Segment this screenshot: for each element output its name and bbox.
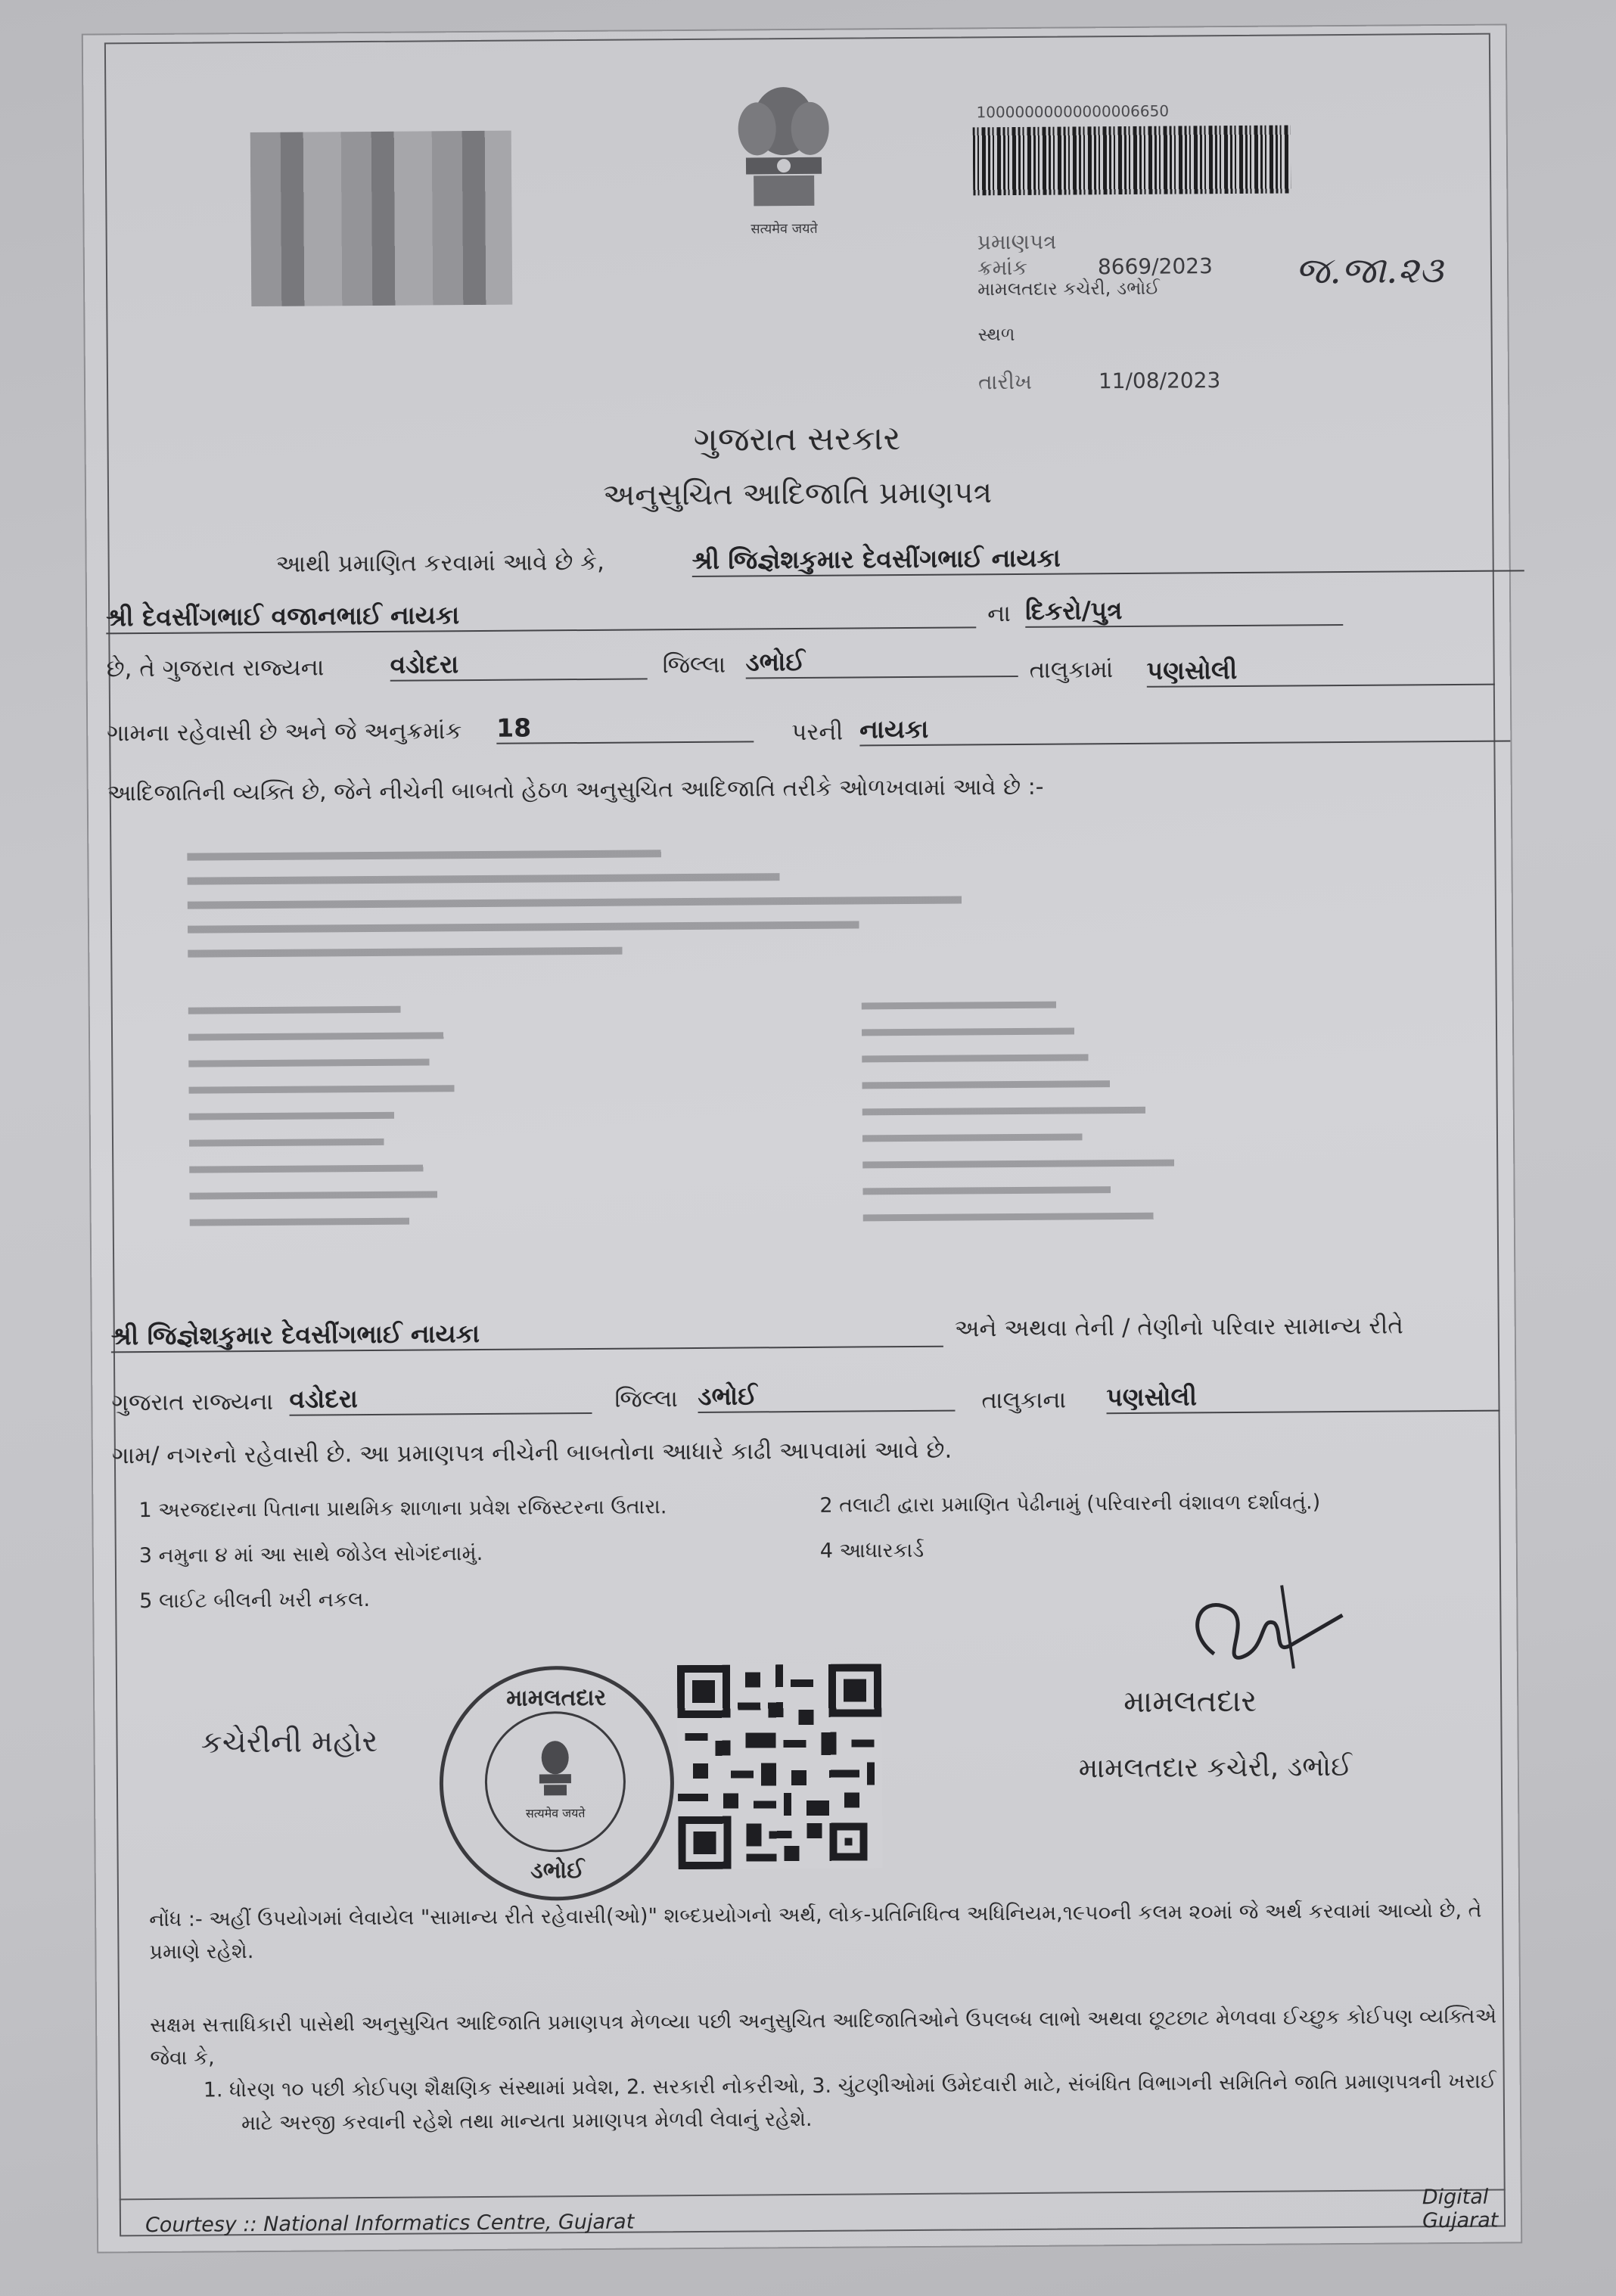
order-line bbox=[862, 1053, 1239, 1062]
date-value: 11/08/2023 bbox=[1098, 368, 1221, 394]
seal-ring-bottom: ડભોઈ bbox=[530, 1857, 585, 1884]
order-line bbox=[188, 1058, 589, 1067]
note-2-line-1: સક્ષમ સત્તાધિકારી પાસેથી અનુસુચિત આદિજાતિ પ્રમાણપત્ર મેળવ્યા પછી અનુસુચિત આદિજાતિઓને ઉપલબ્ધ લાભો અથવા છૂટછાટ મેળવવા ઈચ્છુક કોઈપણ વ્યક્તિએ જેવા કે, bbox=[150, 2004, 1497, 2071]
orders-column-left bbox=[188, 983, 780, 1245]
barcode-number: 10000000000000006650 bbox=[976, 101, 1170, 122]
second-taluka-label: તાલુકાના bbox=[981, 1386, 1067, 1415]
district-label: જિલ્લા bbox=[662, 651, 726, 679]
note-1-line-2: પ્રમાણે રહેશે. bbox=[149, 1940, 254, 1965]
footer-brand: Digital Gujarat bbox=[1422, 2185, 1499, 2233]
applicant-photo bbox=[250, 131, 513, 306]
order-line bbox=[189, 1138, 514, 1147]
enclosure-item: 4 આધારકાર્ડ bbox=[819, 1538, 925, 1563]
order-line bbox=[863, 1211, 1347, 1221]
order-line bbox=[188, 1005, 542, 1014]
seal-label: કચેરીની મહોર bbox=[200, 1723, 378, 1760]
tribe-value: નાયકા bbox=[859, 710, 1510, 746]
signatory-title: મામલતદાર bbox=[1123, 1683, 1257, 1720]
order-line bbox=[189, 1190, 602, 1200]
signature bbox=[1168, 1570, 1366, 1685]
relation-label: ના bbox=[987, 600, 1011, 628]
second-district-value: વડોદરા bbox=[289, 1382, 592, 1416]
order-line bbox=[862, 1158, 1381, 1169]
office-row: મામલતદાર કચેરી, ડભોઈ bbox=[977, 277, 1160, 300]
note-1 bbox=[149, 1894, 1512, 1968]
order-line bbox=[188, 1031, 614, 1041]
provision-line bbox=[188, 871, 1175, 885]
second-applicant-name: શ્રી જિજ્ઞેશકુમાર દેવસીંગભાઈ નાયકા bbox=[111, 1316, 943, 1353]
taluka-value: ડભોઈ bbox=[745, 645, 1018, 679]
second-district-label: જિલ્લા bbox=[614, 1385, 679, 1413]
order-line bbox=[862, 1000, 1186, 1009]
taluka-label: તાલુકામાં bbox=[1029, 656, 1114, 684]
serial-value: 18 bbox=[496, 711, 754, 744]
note-2 bbox=[150, 1999, 1512, 2139]
state-prefix: છે, તે ગુજરાત રાજ્યના bbox=[106, 654, 325, 683]
enclosure-item: 2 તલાટી દ્વારા પ્રમાણિત પેઢીનામું (પરિવારની વંશાવળ દર્શાવતું.) bbox=[819, 1490, 1321, 1518]
certificate-number-value: 8669/2023 bbox=[1097, 253, 1213, 280]
signatory-office: મામલતદાર કચેરી, ડભોઈ bbox=[1078, 1751, 1353, 1785]
note-2-line-3: માટે અરજી કરવાની રહેશે તથા માન્યતા પ્રમાણપત્ર મેળવી લેવાનું રહેશે. bbox=[241, 2107, 813, 2135]
basis-sentence: ગામ/ નગરનો રહેવાસી છે. આ પ્રમાણપત્ર નીચેની બાબતોના આધારે કાઢી આપવામાં આવે છે. bbox=[111, 1436, 953, 1470]
legal-provisions-block bbox=[187, 828, 1504, 973]
certify-prefix: આથી પ્રમાણિત કરવામાં આવે છે કે, bbox=[275, 548, 605, 578]
provision-line bbox=[187, 847, 977, 860]
order-line bbox=[862, 1132, 1229, 1142]
place-row: સ્થળ bbox=[977, 324, 1015, 346]
of-label: પરની bbox=[791, 718, 844, 747]
seal-motto: सत्यमेव जयते bbox=[525, 1806, 586, 1821]
qr-code bbox=[677, 1664, 883, 1869]
footer-courtesy: Courtesy :: National Informatics Centre, Gujarat bbox=[145, 2210, 635, 2238]
second-village-value: પણસોલી bbox=[1106, 1380, 1499, 1415]
enclosure-item: 1 અરજદારના પિતાના પ્રાથમિક શાળાના પ્રવેશ રજિસ્ટરના ઉતારા. bbox=[138, 1495, 667, 1523]
emblem-caption: सत्यमेव जयते bbox=[751, 220, 818, 238]
district-value: વડોદરા bbox=[390, 648, 647, 681]
note-2-line-2: 1. ધોરણ ૧૦ પછી કોઈપણ શૈક્ષણિક સંસ્થામાં પ્રવેશ, 2. સરકારી નોકરીઓ, 3. ચુંટણીઓમાં ઉમેદવારી માટે, સંબંધિત વિભાગની સમિતિને જાતિ પ્રમાણપત્રની ખરાઈ bbox=[203, 2069, 1496, 2102]
order-line bbox=[189, 1111, 531, 1120]
relation-value: દિકરો/પુત્ર bbox=[1025, 594, 1343, 628]
barcode bbox=[973, 125, 1291, 195]
seal-emblem-icon bbox=[529, 1736, 583, 1797]
order-line bbox=[862, 1105, 1335, 1115]
order-line bbox=[862, 1185, 1276, 1195]
national-emblem-icon bbox=[719, 76, 848, 220]
date-row bbox=[978, 368, 1221, 395]
seal-ring-top: મામલતદાર bbox=[506, 1684, 607, 1712]
provision-line bbox=[188, 918, 1307, 933]
orders-column-right bbox=[862, 979, 1453, 1241]
office-seal bbox=[439, 1665, 675, 1901]
order-line bbox=[862, 1080, 1275, 1089]
order-line bbox=[190, 1216, 556, 1226]
certificate-number-row bbox=[977, 228, 1213, 281]
applicant-name: શ્રી જિજ્ઞેશકુમાર દેવસીંગભાઈ નાયકા bbox=[692, 539, 1524, 577]
enclosure-item: 5 લાઈટ બીલની ખરી નકલ. bbox=[139, 1588, 371, 1614]
tribe-sentence: આદિજાતિની વ્યક્તિ છે, જેને નીચેની બાબતો હેઠળ અનુસુચિત આદિજાતિ તરીકે ઓળખવામાં આવે છે :- bbox=[107, 773, 1044, 807]
family-text: અને અથવા તેની / તેણીનો પરિવાર સામાન્ય રીતે bbox=[954, 1312, 1403, 1343]
village-value: પણસોલી bbox=[1147, 654, 1495, 688]
government-title: ગુજરાત સરકાર bbox=[693, 419, 901, 459]
provision-line bbox=[188, 893, 1478, 909]
certificate-title: અનુસુચિત આદિજાતિ પ્રમાણપત્ર bbox=[602, 475, 993, 513]
provision-line bbox=[188, 945, 912, 958]
second-state-label: ગુજરાત રાજ્યના bbox=[111, 1387, 274, 1417]
certificate-page bbox=[83, 25, 1521, 2251]
order-line bbox=[189, 1084, 632, 1094]
order-line bbox=[189, 1164, 579, 1173]
enclosure-item: 3 નમુના ૪ માં આ સાથે જોડેલ સોગંદનામું. bbox=[138, 1541, 483, 1568]
order-line bbox=[862, 1027, 1216, 1036]
resident-prefix: ગામના રહેવાસી છે અને જે અનુક્રમાંક bbox=[107, 717, 462, 747]
note-1-line-1: નોંધ :- અહીં ઉપયોગમાં લેવાયેલ "સામાન્ય રીતે રહેવાસી(ઓ)" શબ્દપ્રયોગનો અર્થ, લોક-પ્રતિનિધિત્વ અધિનિયમ,૧૯૫૦ની કલમ ૨૦માં જે અર્થ કરવામાં આવ્યો છે, તે bbox=[149, 1898, 1482, 1932]
certificate-number-label: પ્રમાણપત્ર ક્રમાંક bbox=[977, 228, 1057, 281]
father-name: શ્રી દેવસીંગભાઈ વજાનભાઈ નાયકા bbox=[106, 596, 976, 634]
handwritten-note: જ.જા.૨૩ bbox=[1294, 249, 1444, 293]
seal-inner-ring bbox=[484, 1711, 626, 1853]
second-taluka-value: ડભોઈ bbox=[698, 1380, 955, 1413]
date-label: તારીખ bbox=[977, 368, 1033, 395]
